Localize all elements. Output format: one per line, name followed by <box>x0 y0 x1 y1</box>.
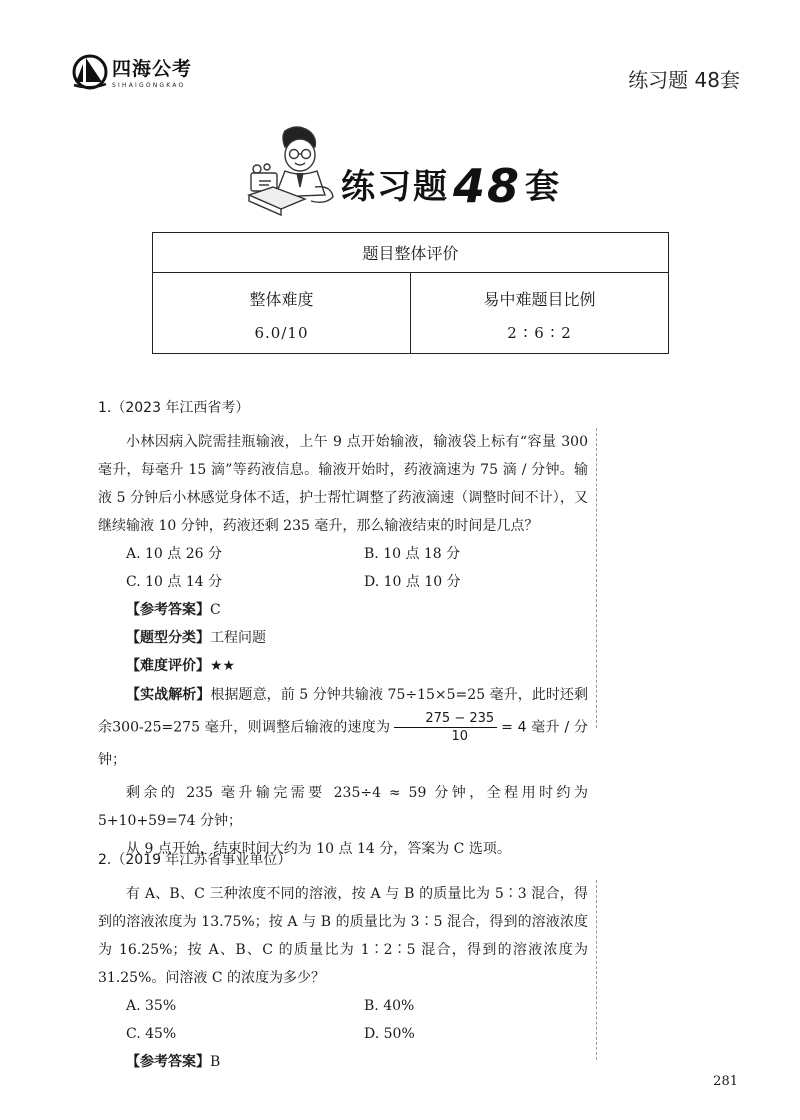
question-2-heading: 2.（2019 年江苏省事业单位） <box>98 852 292 868</box>
question-1-type <box>98 624 588 652</box>
question-2-option-b: B. 40% <box>364 998 415 1014</box>
ratio-value: 2 ∶ 6 ∶ 2 <box>507 324 572 342</box>
running-header-title: 练习题 48套 <box>628 68 740 92</box>
question-1 <box>98 394 588 863</box>
difficulty-stars: ★★ <box>210 658 236 674</box>
type-label: 【题型分类】 <box>126 630 210 646</box>
answer-label: 【参考答案】 <box>126 602 210 618</box>
question-1-stem: 小林因病入院需挂瓶输液，上午 9 点开始输液，输液袋上标有“容量 300 毫升，每毫升 15 滴”等药液信息。输液开始时，药液滴速为 75 滴 / 分钟。输液 5 分钟后小林感觉身体不适，护士帮忙调整了药液滴速（调整时间不计），又继续输液 10 分钟，药液还剩 235 毫升，那么输液结束的时间是几点？ <box>98 434 588 534</box>
question-2-option-d: D. 50% <box>364 1026 415 1042</box>
margin-dashed-line <box>596 428 597 728</box>
teacher-mascot-icon <box>245 125 340 217</box>
question-2-stem: 有 A、B、C 三种浓度不同的溶液，按 A 与 B 的质量比为 5∶3 混合，得到的溶液浓度为 13.75%；按 A 与 B 的质量比为 3∶5 混合，得到的溶液浓度为 16.25%；按 A、B、C 的质量比为 1∶2∶5 混合，得到的溶液浓度为 31.25%。问溶液 C 的浓度为多少？ <box>98 886 588 986</box>
chapter-title <box>341 155 562 213</box>
evaluation-table <box>152 232 669 354</box>
sailboat-logo-icon <box>72 52 108 90</box>
margin-dashed-line <box>596 880 597 1060</box>
question-1-option-c: C. 10 点 14 分 <box>126 574 223 590</box>
answer-value: B <box>210 1054 221 1070</box>
question-1-options <box>98 540 588 596</box>
question-2-answer <box>98 1048 588 1076</box>
question-1-answer <box>98 596 588 624</box>
question-1-analysis-2: 剩余的 235 毫升输完需要 235÷4 ≈ 59 分钟，全程用时约为 5+10+59=74 分钟； <box>98 785 588 829</box>
question-1-option-d: D. 10 点 10 分 <box>364 574 461 590</box>
logo-chinese-name: 四海公考 <box>112 57 193 80</box>
analysis-text-a: 根据题意，前 5 分钟共输液 75÷15×5=25 毫升，此时还剩余300-25=275 毫升，则调整后输液的速度为 <box>98 687 589 736</box>
chapter-title-suffix: 套 <box>525 167 562 207</box>
question-2 <box>98 846 588 1076</box>
question-1-difficulty <box>98 652 588 680</box>
question-2-options <box>98 992 588 1048</box>
question-2-option-c: C. 45% <box>126 1026 177 1042</box>
chapter-title-number: 48 <box>453 159 522 213</box>
chapter-title-area <box>245 125 565 220</box>
answer-label: 【参考答案】 <box>126 1054 210 1070</box>
evaluation-table-caption: 题目整体评价 <box>153 233 668 273</box>
difficulty-header: 整体难度 <box>249 290 314 309</box>
logo-english-name: SIHAIGONGKAO <box>112 81 186 89</box>
ratio-header: 易中难题目比例 <box>483 290 596 309</box>
difficulty-value: 6.0/10 <box>254 324 309 342</box>
question-1-analysis-1 <box>98 680 588 775</box>
speed-fraction <box>394 710 497 745</box>
page-number: 281 <box>713 1074 738 1089</box>
question-1-analysis-3: 从 9 点开始，结束时间大约为 10 点 14 分，答案为 C 选项。 <box>126 841 511 857</box>
question-1-option-a: A. 10 点 26 分 <box>126 546 222 562</box>
analysis-label: 【实战解析】 <box>126 687 211 703</box>
fraction-numerator: 275 − 235 <box>394 710 497 728</box>
ratio-column <box>410 273 668 353</box>
analysis-text-b: = 4 毫升 / 分钟； <box>98 719 589 768</box>
fraction-denominator: 10 <box>451 729 469 744</box>
difficulty-column <box>153 273 410 353</box>
question-1-heading: 1.（2023 年江西省考） <box>98 400 250 416</box>
chapter-title-prefix: 练习题 <box>341 167 449 207</box>
logo <box>72 52 192 90</box>
answer-value: C <box>210 602 221 618</box>
difficulty-label: 【难度评价】 <box>126 658 210 674</box>
question-1-option-b: B. 10 点 18 分 <box>364 546 461 562</box>
question-2-option-a: A. 35% <box>126 998 177 1014</box>
type-value: 工程问题 <box>210 630 266 646</box>
